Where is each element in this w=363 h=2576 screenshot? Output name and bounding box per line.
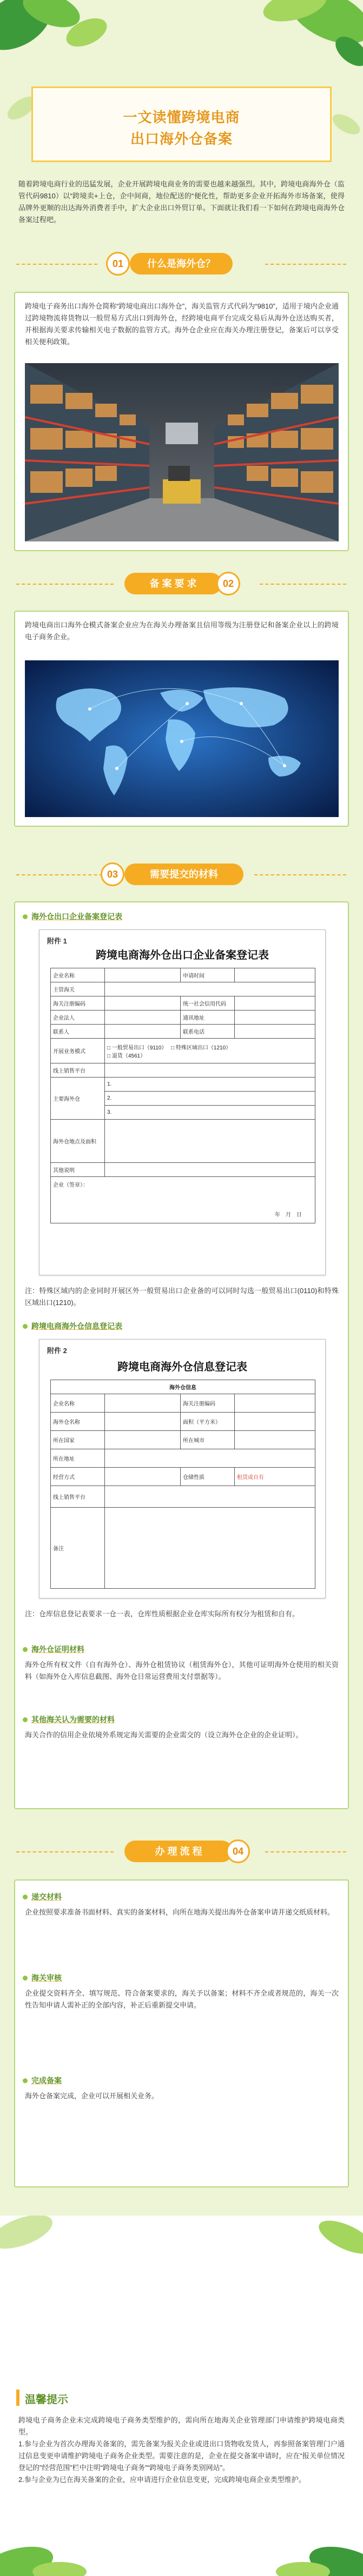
- sec3-note1: 注：特殊区域内的企业同时开展区外一般贸易出口企业备的可以同时勾选一般贸易出口(0110)和特殊区域出口(1210)。: [25, 1287, 339, 1307]
- step1-bullet: [23, 1895, 28, 1899]
- sec3-divider-left: [16, 874, 108, 875]
- step3-title: 完成备案: [31, 2076, 62, 2085]
- sec3-sub2: 跨境电商海外仓信息登记表: [31, 1322, 122, 1330]
- form1-sign: 企业（签章）：: [53, 1182, 88, 1188]
- sec3-sub2-bullet: [23, 1324, 28, 1329]
- tips-title: 温馨提示: [25, 2394, 68, 2406]
- form2-title: 跨境电商海外仓信息登记表: [117, 1361, 247, 1373]
- intro-paragraph: 随着跨境电商行业的迅猛发展，企业开展跨境电商业务的需要也越来越强烈。其中，跨境电商海外仓（监管代码9810）以“跨境卖+上仓，企中间商，地位配送的“便化性，帮助更多企业开拓海外市场备案，使得品牌外更顺的出达海外消费者手中，扩大企业出口外贸订单。下面就让我们看一下如何在跨境电商海外仓备案过程吧。: [18, 180, 345, 224]
- header-banner: [0, 0, 363, 173]
- step2-bullet: [23, 1976, 28, 1980]
- title-card: [31, 86, 332, 162]
- form1-mode-checkbox-9110[interactable]: □ 一般贸易出口（9110）: [107, 1045, 164, 1051]
- sec2-box: [14, 611, 349, 827]
- step3-text: 海外仓备案完成，企业可以开展相关业务。: [25, 2092, 159, 2100]
- sec3-sub4: 其他海关认为需要的材料: [31, 1715, 115, 1724]
- form1-table: 企业名称 申请时间 主管海关 海关注册编码 统一社会信用代码 企业法人 通讯地址 联系人 联系电话 开展业务模式 □ 一般贸易出口（9110） □ 特殊区域出口（1210） □ 退货（4561） 线上销售平台 主要海外仓 1. 2. 3. 海外仓地点及面积 其他说明 企业（签章）： 年 月 日: [50, 968, 315, 1223]
- sec1-divider-left: [16, 264, 97, 265]
- form1-title: 跨境电商海外仓出口企业备案登记表: [96, 949, 269, 961]
- sec3-note2: 注：仓库信息登记表要求一仓一表，仓库性质根据企业仓库实际所有权分为租赁和自有。: [25, 1610, 300, 1618]
- step2-title: 海关审核: [31, 1973, 62, 1982]
- form1-mode-checkbox-1210[interactable]: □ 特殊区域出口（1210）: [171, 1045, 232, 1051]
- sec3-number: 03: [101, 862, 124, 886]
- sec3-sub1: 海外仓出口企业备案登记表: [31, 912, 122, 921]
- tips-leaf-decoration: [0, 2216, 363, 2280]
- sec3-box: [14, 901, 349, 1809]
- footer-leaf-decoration: [0, 2527, 363, 2576]
- form2-info: [39, 1339, 326, 1598]
- sec3-sub1-bullet: [23, 914, 28, 919]
- world-map-image: [25, 660, 339, 817]
- sec1-text: 跨境电子商务出口海外仓简称“跨境电商出口海外仓”，海关监管方式代码为“9810”，适用于境内企业通过跨境物流将货物以一般贸易方式出口到海外仓，经跨境电商平台完成交易后从海外仓送达购买者，并根据海关要求传输相关电子数据的监管方式。海外仓企业应在海关办理注册登记，备案后可以享受相关便利政策。: [25, 302, 339, 346]
- world-map-illustration: [25, 660, 339, 817]
- sec4-box: [14, 1879, 349, 2187]
- sec1-divider-right: [265, 264, 346, 265]
- sec4-number: 04: [226, 1839, 250, 1863]
- form1-mode-checkbox-4561[interactable]: □ 退货（4561）: [107, 1053, 146, 1059]
- sec2-title: 备 案 要 求: [124, 573, 222, 594]
- sec1-number: 01: [106, 252, 130, 276]
- sec2-number: 02: [216, 572, 240, 596]
- form1-registration: [39, 929, 326, 1275]
- warehouse-photo: [25, 363, 339, 541]
- sec3-sub4-bullet: [23, 1717, 28, 1722]
- sec3-title: 需要提交的材料: [124, 864, 243, 885]
- form1-attach: 附件 1: [47, 937, 67, 945]
- form2-table: 海外仓信息 企业名称 海关注册编码 海外仓名称 面积（平方米） 所在国家 所在城市 所在地址 经营方式 仓储性质 租赁或自有 线上销售平台 备注: [50, 1380, 315, 1589]
- sec3-text4: 海关合作的信用企业依境外系规定海关需要的企业需交的（设立海外仓企业的企业证明）。: [25, 1731, 303, 1739]
- tips-accent-bar: [16, 2390, 19, 2406]
- tips-text: 跨境电子商务企业未完成跨境电子商务类型维护的，需向所在地海关企业管理部门申请维护跨境电商类型。 1.参与企业为首次办理海关备案的，需先备案为报关企业或进出口货物收发货人，再参照备案管理门户通过信息变更申请维护跨境电子商务企业类型。需要注意的是，企业在提交备案申请时，应在“报关单位情况登记的”经营范围”栏中注明“跨境电子商务”“跨境电子商务类别网站”。 2.参与企业为已在海关备案的企业，应申请进行企业信息变更，完成跨境电商企业类型维护。: [18, 2416, 345, 2484]
- page-title-line2: 出口海外仓备案: [130, 131, 233, 147]
- sec3-sub3: 海外仓证明材料: [31, 1645, 84, 1654]
- sec2-divider-left: [16, 584, 114, 585]
- sec4-divider-right: [265, 1851, 346, 1852]
- page-title-line1: 一文读懂跨境电商: [123, 109, 240, 125]
- sec2-text: 跨境电商出口海外仓模式备案企业应为在海关办理备案且信用等级为注册登记和备案企业以上的跨境电子商务企业。: [25, 621, 339, 641]
- sec3-sub3-bullet: [23, 1647, 28, 1652]
- step1-text: 企业按照要求准备书面材料、真实的备案材料，向所在地海关提出海外仓备案申请并递交纸质材料。: [25, 1908, 335, 1916]
- sec2-divider-right: [260, 584, 346, 585]
- sec4-divider-left: [16, 1851, 114, 1852]
- warehouse-illustration: [25, 363, 339, 541]
- sec4-title: 办 理 流 程: [124, 1841, 233, 1862]
- sec3-text3: 海外仓所有权文件（自有海外仓）、海外仓租赁协议（租赁海外仓），其他可证明海外仓使用的相关资料（如海外仓入库信息截图、海外仓日常运营费用支付票据等）。: [25, 1661, 339, 1681]
- step2-text: 企业提交资料齐全、填写规范、符合备案要求的，海关予以备案；材料不齐全或者规范的，海关一次性告知申请人需补正的全部内容，补正后重新提交申请。: [25, 1989, 339, 2009]
- form1-date: 年 月 日: [275, 1212, 302, 1218]
- step3-bullet: [23, 2078, 28, 2083]
- sec3-divider-right: [254, 874, 346, 875]
- form2-attach: 附件 2: [47, 1347, 67, 1355]
- sec1-box: [14, 292, 349, 551]
- step1-title: 递交材料: [31, 1892, 62, 1901]
- sec1-title: 什么是海外仓？: [130, 253, 233, 275]
